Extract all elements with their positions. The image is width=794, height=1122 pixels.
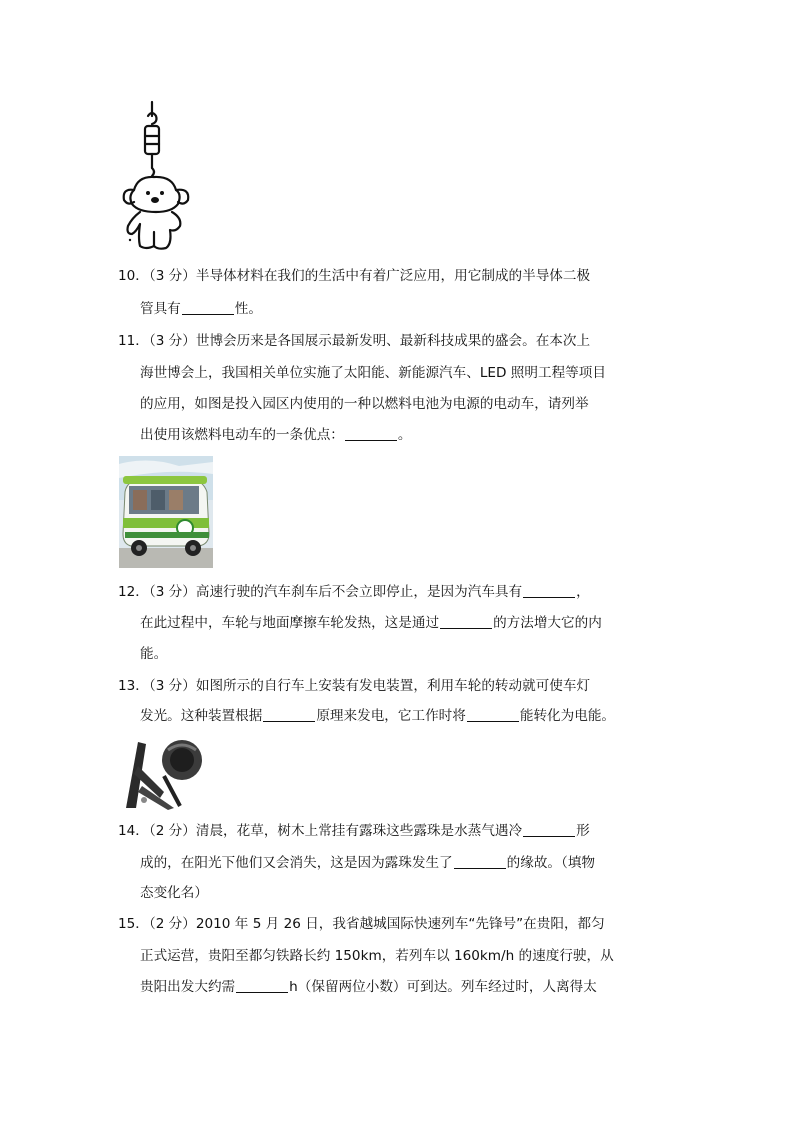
question-text: 能。: [140, 646, 168, 662]
question-score: （3 分）: [148, 678, 196, 694]
answer-blank[interactable]: [345, 426, 397, 441]
answer-blank[interactable]: [523, 822, 575, 837]
question-text: 的缘故。（填物: [506, 855, 596, 871]
question-text: 的应用，如图是投入园区内使用的一种以燃料电池为电源的电动车，请列举: [140, 396, 589, 412]
question-text: 原理来发电，它工作时将: [316, 708, 466, 724]
question-score: （3 分）: [148, 333, 196, 349]
question-text: 。: [397, 427, 412, 443]
answer-blank[interactable]: [454, 854, 506, 869]
question-text: 高速行驶的汽车刹车后不会立即停止，是因为汽车具有: [195, 584, 523, 600]
question-text: 性。: [234, 301, 262, 317]
answer-blank[interactable]: [263, 707, 315, 722]
question-number: 13．: [118, 678, 149, 694]
question-score: （3 分）: [148, 268, 196, 284]
question-text: 贵阳出发大约需: [140, 979, 236, 995]
answer-blank[interactable]: [440, 614, 492, 629]
question-text: 半导体材料在我们的生活中有着广泛应用，用它制成的半导体二极: [195, 268, 591, 284]
question-text: 态变化名）: [140, 885, 208, 901]
question-text: ，: [576, 584, 590, 600]
spring-scale-dog-figure: [112, 100, 202, 256]
answer-blank[interactable]: [467, 707, 519, 722]
question-text: 形: [576, 823, 590, 839]
answer-blank[interactable]: [236, 978, 288, 993]
question-text: 在此过程中，车轮与地面摩擦车轮发热，这是通过: [140, 615, 440, 631]
question-text: 能转化为电能。: [519, 708, 616, 724]
question-text: 清晨，花草，树木上常挂有露珠这些露珠是水蒸气遇冷: [195, 823, 523, 839]
question-text: 发光。这种装置根据: [140, 708, 263, 724]
question-text: 出使用该燃料电动车的一条优点：: [140, 427, 344, 443]
question-text: 的方法增大它的内: [493, 615, 602, 631]
question-number: 15．: [118, 916, 149, 932]
question-score: （2 分）: [148, 916, 196, 932]
question-text: 管具有: [140, 301, 181, 317]
question-score: （3 分）: [148, 584, 196, 600]
question-text: 如图所示的自行车上安装有发电装置，利用车轮的转动就可使车灯: [195, 678, 591, 694]
question-number: 12．: [118, 584, 149, 600]
bicycle-dynamo-photo: [124, 736, 206, 810]
question-number: 11．: [118, 333, 149, 349]
question-text: 成的，在阳光下他们又会消失，这是因为露珠发生了: [140, 855, 453, 871]
question-text: 海世博会上，我国相关单位实施了太阳能、新能源汽车、LED 照明工程等项目: [140, 365, 606, 381]
electric-car-photo: [119, 456, 213, 568]
question-text: h（保留两位小数）可到达。列车经过时，人离得太: [289, 979, 597, 995]
question-number: 14．: [118, 823, 149, 839]
question-text: 2010 年 5 月 26 日，我省越城国际快速列车“先锋号”在贵阳，都匀: [195, 916, 605, 932]
question-number: 10．: [118, 268, 149, 284]
answer-blank[interactable]: [182, 300, 234, 315]
answer-blank[interactable]: [523, 583, 575, 598]
question-score: （2 分）: [148, 823, 196, 839]
question-text: 世博会历来是各国展示最新发明、最新科技成果的盛会。在本次上: [195, 333, 591, 349]
question-text: 正式运营，贵阳至都匀铁路长约 150km，若列车以 160km/h 的速度行驶，从: [140, 948, 614, 964]
